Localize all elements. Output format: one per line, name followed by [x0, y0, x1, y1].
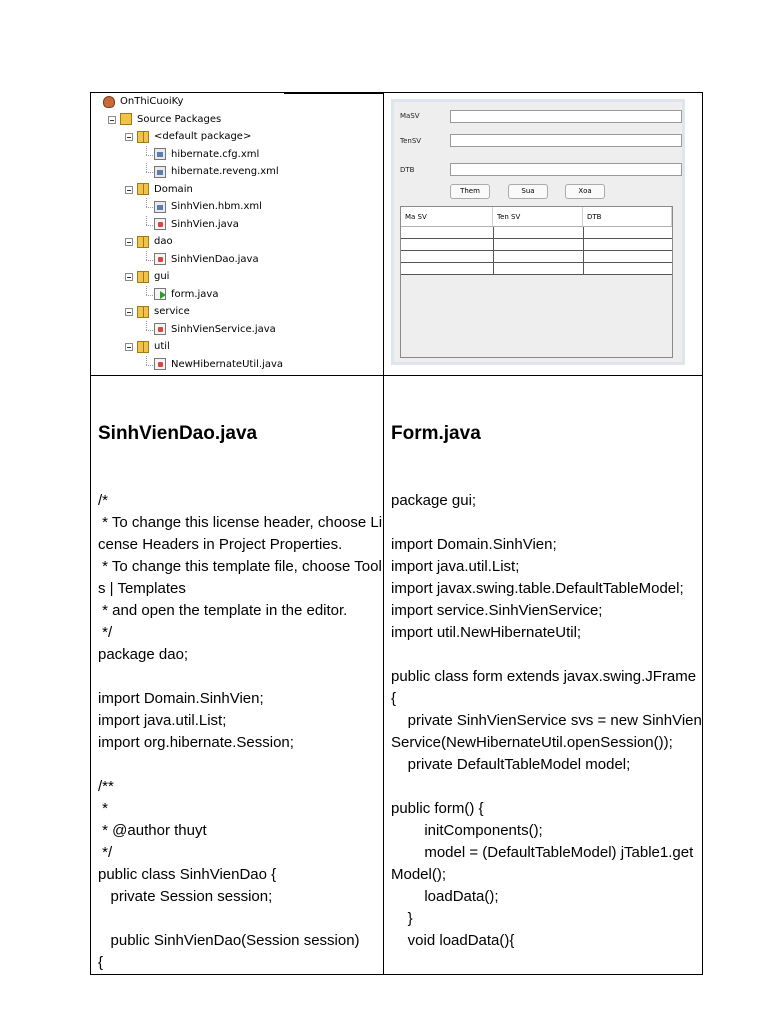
tree-item[interactable] — [103, 93, 183, 110]
tree-item-label: Domain — [154, 183, 193, 195]
tree-item-label: <default package> — [154, 131, 252, 142]
tree-item-label: SinhVien.java — [171, 218, 239, 230]
code-line: import javax.swing.table.DefaultTableModel; — [391, 580, 684, 597]
form-preview — [391, 99, 685, 365]
source-packages-icon — [120, 113, 132, 125]
sinhviendao-code — [91, 376, 383, 974]
package-icon — [137, 271, 149, 283]
tensv-label: TenSV — [400, 137, 422, 145]
tree-item[interactable] — [137, 181, 193, 198]
project-tree — [91, 93, 383, 375]
code-line: import org.hibernate.Session; — [98, 734, 294, 751]
tree-item[interactable] — [120, 111, 221, 128]
expand-toggle-icon[interactable] — [108, 116, 116, 124]
package-icon — [137, 183, 149, 195]
code-line: initComponents(); — [391, 822, 543, 839]
package-icon — [137, 341, 149, 353]
code-line: * and open the template in the editor. — [98, 602, 348, 619]
expand-toggle-icon[interactable] — [125, 343, 133, 351]
tree-item-label: service — [154, 306, 190, 317]
right-code-cell — [384, 376, 703, 975]
table-row[interactable] — [401, 227, 672, 239]
table-row[interactable] — [401, 263, 672, 275]
code-line: * To change this license header, choose License Headers in Project Properties. — [98, 514, 383, 553]
tree-item[interactable] — [137, 338, 170, 355]
tree-item-label: hibernate.cfg.xml — [171, 148, 260, 160]
document-table — [90, 92, 703, 975]
tree-item[interactable] — [154, 163, 279, 180]
code-line: /** — [98, 778, 114, 795]
masv-label: MaSV — [400, 112, 420, 120]
code-line: import util.NewHibernateUtil; — [391, 624, 582, 641]
code-line — [98, 666, 383, 688]
expand-toggle-icon[interactable] — [125, 238, 133, 246]
code-line: * — [98, 800, 109, 817]
code-line: import java.util.List; — [98, 712, 227, 729]
code-line — [391, 512, 702, 534]
them-button[interactable]: Them — [450, 184, 490, 199]
tree-item-label: NewHibernateUtil.java — [171, 358, 284, 370]
tree-item[interactable] — [154, 216, 239, 233]
tree-item[interactable] — [154, 198, 262, 215]
tree-item[interactable] — [154, 251, 259, 268]
code-line: package dao; — [98, 646, 189, 663]
col-header-dtb[interactable]: DTB — [583, 207, 672, 227]
form-code — [384, 376, 702, 952]
tree-item-label: gui — [154, 271, 170, 282]
tensv-input[interactable] — [450, 134, 682, 147]
code-line: /* — [98, 492, 109, 509]
students-table[interactable] — [400, 206, 673, 358]
code-line — [98, 908, 383, 930]
code-line: * To change this template file, choose Tools | Templates — [98, 558, 382, 597]
tree-item-label: SinhVienDao.java — [171, 253, 259, 265]
code-line — [98, 754, 383, 776]
tree-item-label: util — [154, 341, 170, 352]
left-code-cell — [91, 376, 384, 975]
code-line: import service.SinhVienService; — [391, 602, 603, 619]
code-line: { — [98, 954, 104, 971]
tree-item-label: SinhVienService.java — [171, 323, 276, 335]
code-line: import Domain.SinhVien; — [98, 690, 264, 707]
code-line: */ — [98, 624, 113, 641]
package-icon — [137, 236, 149, 248]
xml-file-icon — [154, 166, 166, 178]
code-line: public class SinhVienDao { — [98, 866, 277, 883]
form-file-icon — [154, 288, 166, 300]
tree-item[interactable] — [137, 268, 169, 285]
code-line: public class form extends javax.swing.JFrame { — [391, 668, 701, 707]
tree-item[interactable] — [154, 146, 259, 163]
dtb-label: DTB — [400, 166, 415, 174]
tree-item-label: Source Packages — [137, 113, 222, 125]
expand-toggle-icon[interactable] — [125, 308, 133, 316]
left-code-title: SinhVienDao.java — [98, 423, 258, 444]
java-file-icon — [154, 323, 166, 335]
xoa-button[interactable]: Xoa — [565, 184, 605, 199]
sua-button[interactable]: Sua — [508, 184, 548, 199]
code-line: * @author thuyt — [98, 822, 207, 839]
tree-item-label: hibernate.reveng.xml — [171, 166, 279, 177]
expand-toggle-icon[interactable] — [125, 186, 133, 194]
right-code-title: Form.java — [391, 423, 481, 444]
expand-toggle-icon[interactable] — [125, 273, 133, 281]
code-line: loadData(); — [391, 888, 499, 905]
code-line: public SinhVienDao(Session session) — [98, 932, 360, 949]
tree-item[interactable] — [137, 303, 190, 320]
code-line: public form() { — [391, 800, 484, 817]
code-line: private DefaultTableModel model; — [391, 756, 631, 773]
project-icon — [103, 96, 115, 108]
code-line — [391, 776, 702, 798]
tree-item[interactable] — [154, 286, 218, 303]
table-row[interactable] — [401, 251, 672, 263]
col-header-masv[interactable]: Ma SV — [401, 207, 493, 227]
table-row[interactable] — [401, 239, 672, 251]
java-file-icon — [154, 218, 166, 230]
java-file-icon — [154, 358, 166, 370]
tree-item[interactable] — [137, 128, 251, 145]
expand-toggle-icon[interactable] — [125, 133, 133, 141]
tree-item[interactable] — [154, 356, 283, 373]
code-line: } — [391, 910, 413, 927]
code-line: */ — [98, 844, 113, 861]
code-line: import Domain.SinhVien; — [391, 536, 557, 553]
tree-item-label: dao — [154, 236, 173, 247]
tree-item[interactable] — [137, 233, 173, 250]
code-line: import java.util.List; — [391, 558, 520, 575]
tree-item[interactable] — [154, 321, 276, 338]
code-line: void loadData(){ — [391, 932, 515, 949]
masv-input[interactable] — [450, 110, 682, 123]
xml-file-icon — [154, 201, 166, 213]
tree-item-label: SinhVien.hbm.xml — [171, 201, 262, 212]
code-line: model = (DefaultTableModel) jTable1.getModel(); — [391, 844, 694, 883]
project-tree-cell — [91, 93, 384, 376]
col-header-tensv[interactable]: Ten SV — [493, 207, 583, 227]
code-line: private SinhVienService svs = new SinhVienService(NewHibernateUtil.openSession()); — [391, 712, 702, 751]
package-icon — [137, 306, 149, 318]
tree-item-label: OnThiCuoiKy — [120, 96, 184, 107]
dtb-input[interactable] — [450, 163, 682, 176]
java-file-icon — [154, 253, 166, 265]
code-line — [391, 644, 702, 666]
code-line: package gui; — [391, 492, 477, 509]
code-line: private Session session; — [98, 888, 273, 905]
form-preview-cell — [384, 93, 703, 376]
package-icon — [137, 131, 149, 143]
xml-file-icon — [154, 148, 166, 160]
tree-item-label: form.java — [171, 288, 219, 300]
